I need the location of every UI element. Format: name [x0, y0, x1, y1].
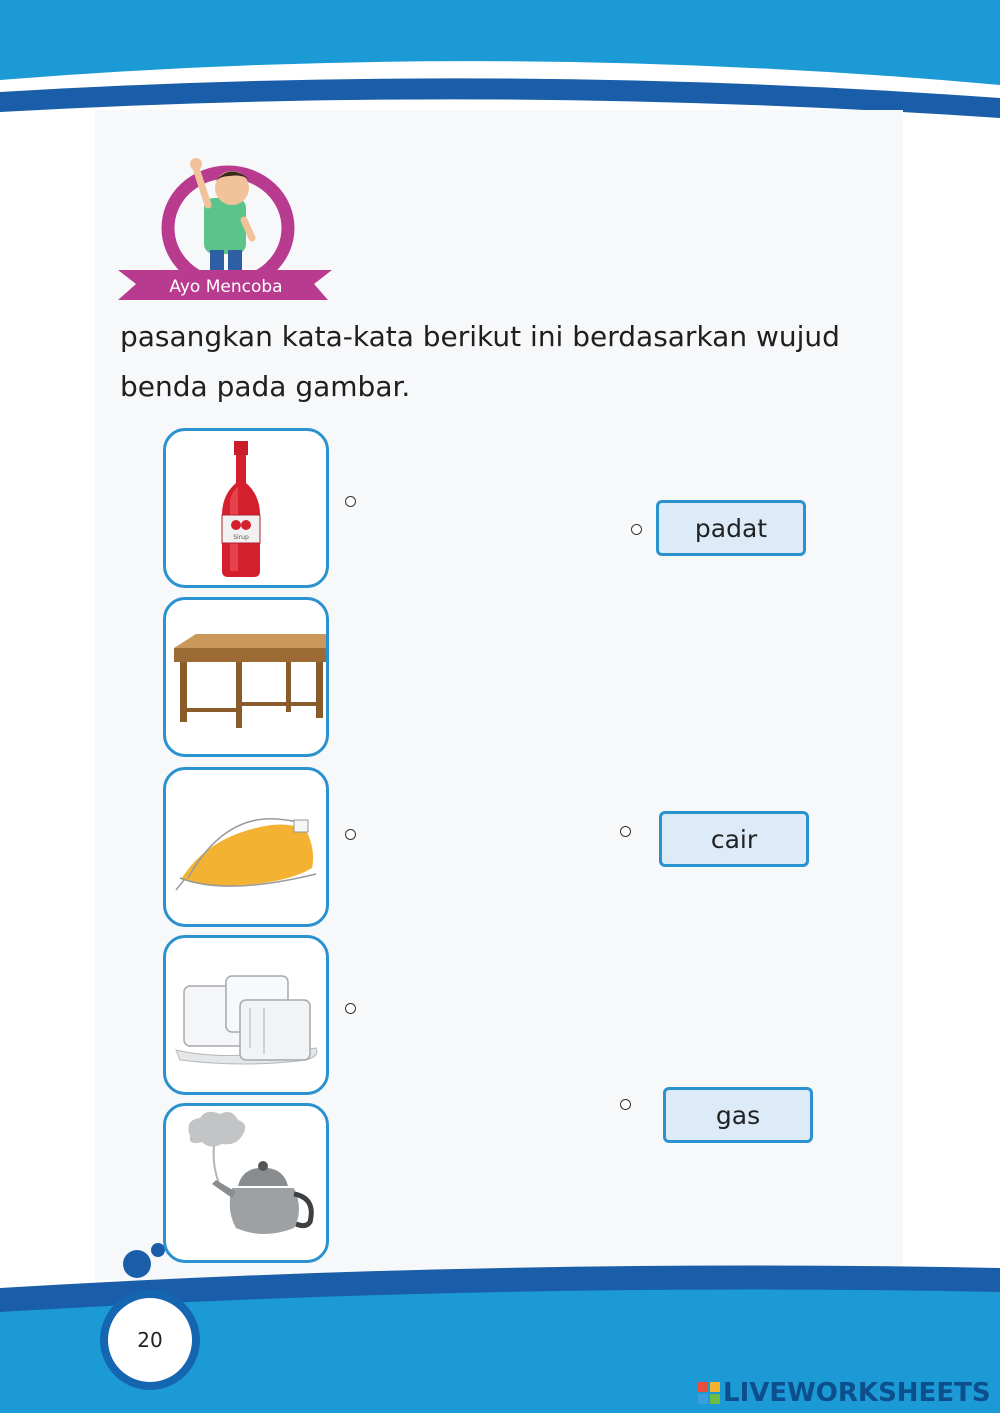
- syrup-bottle-icon: [166, 431, 329, 588]
- right-dot-gas[interactable]: [620, 1099, 631, 1110]
- left-dot-3[interactable]: [345, 829, 356, 840]
- wooden-table-icon: [166, 600, 329, 757]
- left-dot-1[interactable]: [345, 496, 356, 507]
- bottle-label-text: Sirup: [233, 534, 249, 541]
- left-dot-4[interactable]: [345, 1003, 356, 1014]
- liveworksheets-logo: [698, 1378, 991, 1408]
- page-number: 20: [100, 1290, 200, 1390]
- answer-box-gas[interactable]: gas: [663, 1087, 813, 1143]
- boy-cheering-icon: [118, 150, 338, 310]
- answer-box-padat[interactable]: padat: [656, 500, 806, 556]
- steaming-kettle-icon: [166, 1106, 329, 1252]
- oil-bag-icon: [166, 770, 329, 927]
- picture-steaming-kettle[interactable]: [163, 1103, 329, 1263]
- right-dot-cair[interactable]: [620, 826, 631, 837]
- ice-cubes-icon: [166, 938, 329, 1095]
- instruction-text: [120, 312, 920, 412]
- picture-wooden-table[interactable]: [163, 597, 329, 757]
- liveworksheets-logo-icon: [698, 1382, 720, 1404]
- right-dot-padat[interactable]: [631, 524, 642, 535]
- picture-bottle-of-syrup[interactable]: [163, 428, 329, 588]
- badge-label: Ayo Mencoba: [169, 277, 283, 297]
- picture-plastic-bag-of-oil[interactable]: [163, 767, 329, 927]
- answer-box-cair[interactable]: cair: [659, 811, 809, 867]
- instruction-line-1: pasangkan kata-kata berikut ini berdasarkan wujud: [120, 320, 840, 353]
- watermark-text: LIVEWORKSHEETS: [723, 1378, 991, 1408]
- ayo-mencoba-badge: [118, 150, 338, 310]
- instruction-line-2: benda pada gambar.: [120, 370, 411, 403]
- picture-ice-cubes[interactable]: [163, 935, 329, 1095]
- top-wave-band: [0, 0, 1000, 125]
